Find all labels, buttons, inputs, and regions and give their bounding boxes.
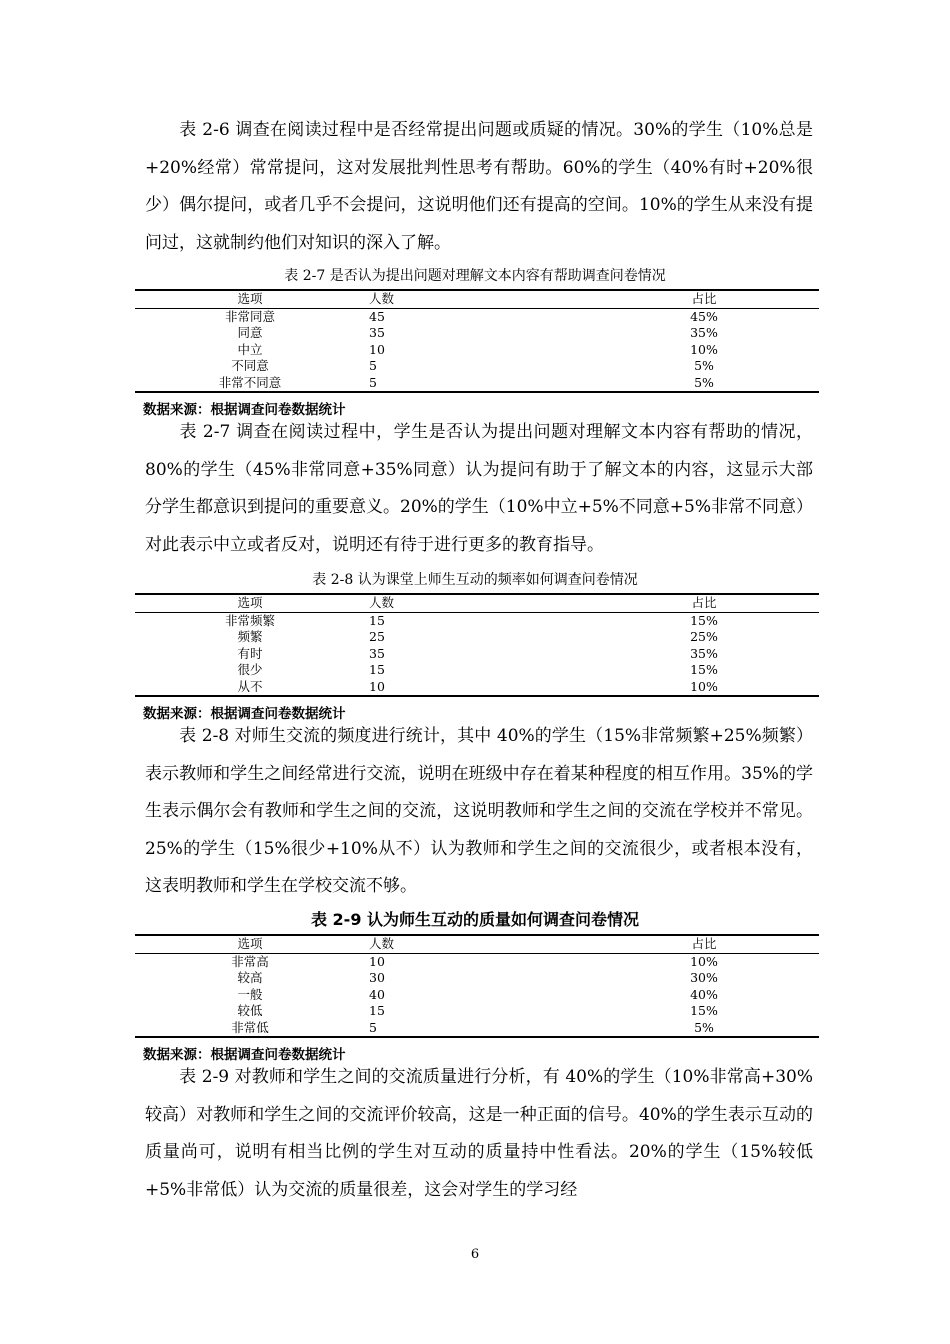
- cell-ratio: 10%: [690, 953, 718, 969]
- header-ratio: 占比: [589, 594, 819, 612]
- cell-count: 30: [369, 970, 385, 985]
- cell-count: 15: [369, 662, 385, 677]
- cell-ratio: 45%: [690, 308, 718, 324]
- table-caption-2-7: 表 2-7 是否认为提出问题对理解文本内容有帮助调查问卷情况: [284, 268, 666, 284]
- cell-ratio: 35%: [690, 645, 718, 661]
- cell-count: 15: [369, 612, 385, 628]
- cell-option: 较低: [237, 1003, 263, 1018]
- table-row: [135, 375, 819, 393]
- table-row: [135, 662, 819, 679]
- cell-option: 中立: [237, 341, 263, 357]
- cell-ratio: 10%: [690, 678, 718, 694]
- cell-option: 有时: [237, 645, 263, 661]
- table-2-7: [135, 289, 819, 393]
- table-row: [135, 1003, 819, 1020]
- cell-ratio: 10%: [690, 341, 718, 357]
- cell-option: 同意: [237, 325, 263, 340]
- cell-ratio: 5%: [694, 1019, 714, 1035]
- header-count: 人数: [365, 935, 589, 953]
- cell-ratio: 5%: [694, 358, 714, 373]
- cell-ratio: 35%: [690, 325, 718, 340]
- table-2-9: [135, 934, 819, 1038]
- cell-count: 40: [369, 986, 385, 1002]
- header-option: 选项: [135, 935, 365, 953]
- cell-count: 15: [369, 1003, 385, 1018]
- table-row: [135, 987, 819, 1004]
- header-option: 选项: [135, 594, 365, 612]
- data-source-note: 数据来源：根据调查问卷数据统计: [143, 706, 346, 722]
- table-row: [135, 646, 819, 663]
- cell-count: 35: [369, 325, 385, 340]
- table-row: [135, 358, 819, 375]
- cell-count: 35: [369, 645, 385, 661]
- paragraph-table-2-6-analysis: [145, 112, 813, 262]
- paragraph-text: 表 2-7 调查在阅读过程中，学生是否认为提出问题对理解文本内容有帮助的情况，80%的学生（45%非常同意+35%同意）认为提问有助于了解文本的内容，这显示大部分学生都意识到提问的重要意义。20%的学生（10%中立+5%不同意+5%非常不同意）对此表示中立或者反对，说明还有待于进行更多的教育指导。: [145, 422, 813, 555]
- table-caption-2-9: 表 2-9 认为师生互动的质量如何调查问卷情况: [310, 910, 640, 929]
- table-caption-2-8: 表 2-8 认为课堂上师生互动的频率如何调查问卷情况: [312, 572, 638, 588]
- cell-option: 非常同意: [224, 308, 275, 324]
- cell-count: 25: [369, 629, 385, 644]
- table-row: [135, 308, 819, 325]
- cell-ratio: 5%: [694, 374, 714, 390]
- table-2-8: [135, 593, 819, 697]
- data-source-note: 数据来源：根据调查问卷数据统计: [143, 402, 346, 418]
- cell-count: 10: [369, 678, 385, 694]
- cell-count: 5: [369, 1019, 377, 1035]
- paragraph-table-2-7-analysis: [145, 414, 813, 564]
- paragraph-table-2-8-analysis: [145, 718, 813, 906]
- cell-option: 非常不同意: [218, 374, 282, 390]
- cell-count: 5: [369, 374, 377, 390]
- table-row: [135, 953, 819, 970]
- cell-option: 从不: [237, 678, 263, 694]
- cell-option: 很少: [237, 662, 263, 677]
- cell-option: 非常频繁: [224, 612, 275, 628]
- paragraph-text: 表 2-8 对师生交流的频度进行统计，其中 40%的学生（15%非常频繁+25%频繁）表示教师和学生之间经常进行交流，说明在班级中存在着某种程度的相互作用。35%的学生表示偶尔会有教师和学生之间的交流，这说明教师和学生之间的交流在学校并不常见。25%的学生（15%很少+10%从不）认为教师和学生之间的交流很少，或者根本没有，这表明教师和学生在学校交流不够。: [145, 726, 813, 896]
- table-header-row: [135, 935, 819, 953]
- header-ratio: 占比: [589, 290, 819, 308]
- cell-option: 较高: [237, 970, 263, 985]
- cell-ratio: 15%: [690, 1003, 718, 1018]
- table-header-row: [135, 594, 819, 612]
- cell-option: 频繁: [237, 629, 263, 644]
- cell-ratio: 30%: [690, 970, 718, 985]
- cell-option: 一般: [237, 986, 263, 1002]
- table-row: [135, 629, 819, 646]
- data-source-note: 数据来源：根据调查问卷数据统计: [143, 1047, 346, 1063]
- cell-count: 10: [369, 953, 385, 969]
- table-row: [135, 679, 819, 697]
- table-row: [135, 325, 819, 342]
- header-count: 人数: [365, 290, 589, 308]
- header-option: 选项: [135, 290, 365, 308]
- header-ratio: 占比: [589, 935, 819, 953]
- cell-count: 10: [369, 341, 385, 357]
- cell-ratio: 15%: [690, 612, 718, 628]
- cell-count: 5: [369, 358, 377, 373]
- cell-ratio: 40%: [690, 986, 718, 1002]
- table-header-row: [135, 290, 819, 308]
- cell-option: 非常高: [231, 953, 269, 969]
- table-row: [135, 342, 819, 359]
- header-count: 人数: [365, 594, 589, 612]
- table-row: [135, 1020, 819, 1038]
- cell-count: 45: [369, 308, 385, 324]
- paragraph-text: 表 2-9 对教师和学生之间的交流质量进行分析，有 40%的学生（10%非常高+30%较高）对教师和学生之间的交流评价较高，这是一种正面的信号。40%的学生表示互动的质量尚可，说明有相当比例的学生对互动的质量持中性看法。20%的学生（15%较低+5%非常低）认为交流的质量很差，这会对学生的学习经: [145, 1067, 813, 1200]
- table-row: [135, 970, 819, 987]
- cell-ratio: 25%: [690, 629, 718, 644]
- page-number: 6: [470, 1247, 480, 1262]
- table-row: [135, 612, 819, 629]
- cell-option: 不同意: [231, 358, 269, 373]
- paragraph-text: 表 2-6 调查在阅读过程中是否经常提出问题或质疑的情况。30%的学生（10%总是+20%经常）常常提问，这对发展批判性思考有帮助。60%的学生（40%有时+20%很少）偶尔提问，或者几乎不会提问，这说明他们还有提高的空间。10%的学生从来没有提问过，这就制约他们对知识的深入了解。: [145, 120, 813, 253]
- paragraph-table-2-9-analysis: [145, 1059, 813, 1209]
- cell-option: 非常低: [231, 1019, 269, 1035]
- cell-ratio: 15%: [690, 662, 718, 677]
